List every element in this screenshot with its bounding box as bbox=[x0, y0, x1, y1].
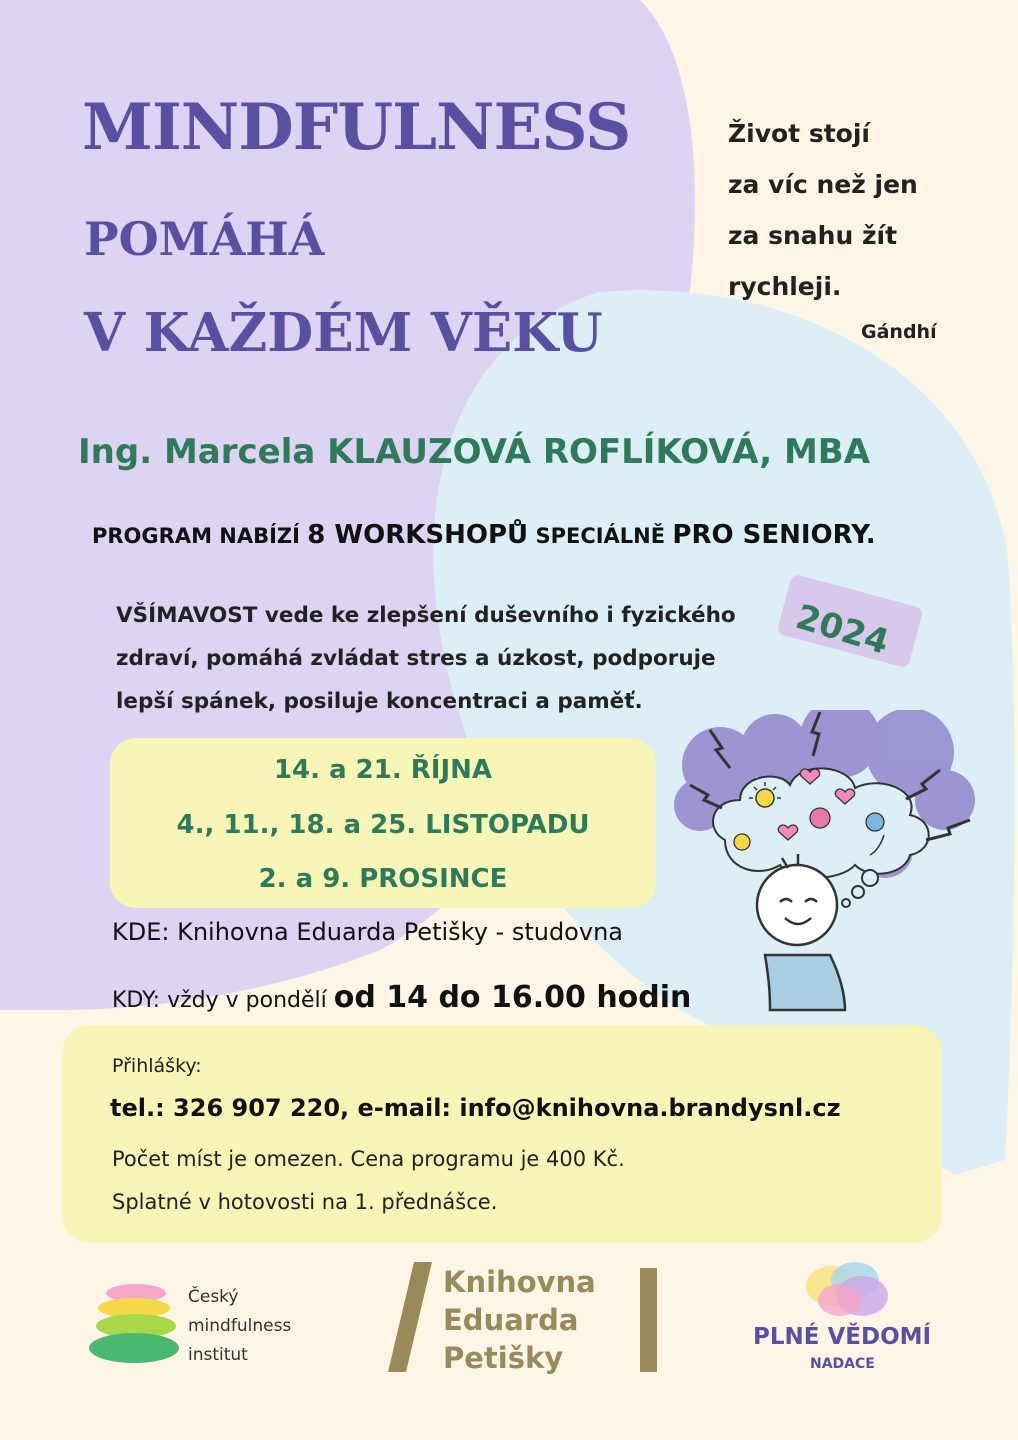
foundation-name: PLNÉ VĚDOMÍ bbox=[753, 1324, 932, 1350]
logo-line: Knihovna bbox=[443, 1265, 596, 1299]
contact-info: tel.: 326 907 220, e-mail: info@knihovna.brandysnl.cz bbox=[110, 1094, 841, 1122]
logo-line: institut bbox=[188, 1345, 248, 1365]
year: 2024 bbox=[791, 597, 894, 663]
schedule-time: od 14 do 16.00 hodin bbox=[333, 980, 692, 1015]
thought-bubbles bbox=[842, 870, 878, 907]
title-line-3: V KAŽDÉM VĚKU bbox=[84, 302, 603, 364]
program-workshops: 8 WORKSHOPŮ bbox=[307, 520, 529, 550]
date-line: 14. a 21. ŘÍJNA bbox=[273, 755, 493, 785]
quote-line: Život stojí bbox=[728, 119, 870, 148]
mindfulness-institute-logo-text bbox=[188, 1283, 291, 1370]
logo-line: mindfulness bbox=[188, 1316, 292, 1336]
schedule-label: KDY: vždy v pondělí bbox=[112, 988, 334, 1013]
date-line: 4., 11., 18. a 25. LISTOPADU bbox=[176, 810, 590, 840]
library-logo-slash bbox=[384, 1262, 434, 1372]
registration-label: Přihlášky: bbox=[112, 1055, 202, 1077]
logo-line: Eduarda bbox=[443, 1303, 579, 1337]
quote-author: Gándhí bbox=[861, 321, 937, 343]
quote-line: za víc než jen bbox=[728, 170, 918, 199]
library-logo-text bbox=[443, 1263, 596, 1377]
program-text: . bbox=[865, 520, 876, 550]
lecturer-name: Ing. Marcela KLAUZOVÁ ROFLÍKOVÁ, MBA bbox=[78, 432, 871, 472]
foundation-subtitle: NADACE bbox=[810, 1356, 875, 1372]
foundation-logo-mark bbox=[800, 1258, 895, 1320]
title-line-2: POMÁHÁ bbox=[84, 212, 325, 266]
capacity-price: Počet míst je omezen. Cena programu je 400 Kč. bbox=[112, 1147, 625, 1171]
description-line: VŠÍMAVOST vede ke zlepšení duševního i fyzického bbox=[116, 603, 736, 628]
logo-line: Český bbox=[188, 1287, 239, 1307]
quote-line: rychleji. bbox=[728, 272, 842, 301]
description-line: lepší spánek, posiluje koncentraci a paměť. bbox=[116, 689, 643, 714]
stacked-stones-logo bbox=[86, 1280, 186, 1370]
quote-line: za snahu žít bbox=[728, 221, 898, 250]
library-logo-bar bbox=[640, 1268, 657, 1372]
quote bbox=[728, 108, 918, 312]
program-summary bbox=[92, 520, 876, 550]
program-text: PROGRAM NABÍZÍ bbox=[92, 524, 308, 548]
payment-info: Splatné v hotovosti na 1. přednášce. bbox=[112, 1190, 498, 1214]
program-text: SPECIÁLNĚ bbox=[528, 524, 673, 548]
date-line: 2. a 9. PROSINCE bbox=[258, 864, 508, 894]
person bbox=[757, 854, 845, 1010]
venue: KDE: Knihovna Eduarda Petišky - studovna bbox=[112, 918, 623, 946]
title-line-1: MINDFULNESS bbox=[82, 90, 631, 165]
thinking-person-illustration bbox=[670, 710, 980, 1020]
description-line: zdraví, pomáhá zvládat stres a úzkost, podporuje bbox=[116, 646, 716, 671]
schedule bbox=[112, 980, 691, 1015]
logo-line: Petišky bbox=[443, 1341, 564, 1375]
description bbox=[116, 594, 776, 723]
program-audience: PRO SENIORY bbox=[672, 520, 866, 550]
